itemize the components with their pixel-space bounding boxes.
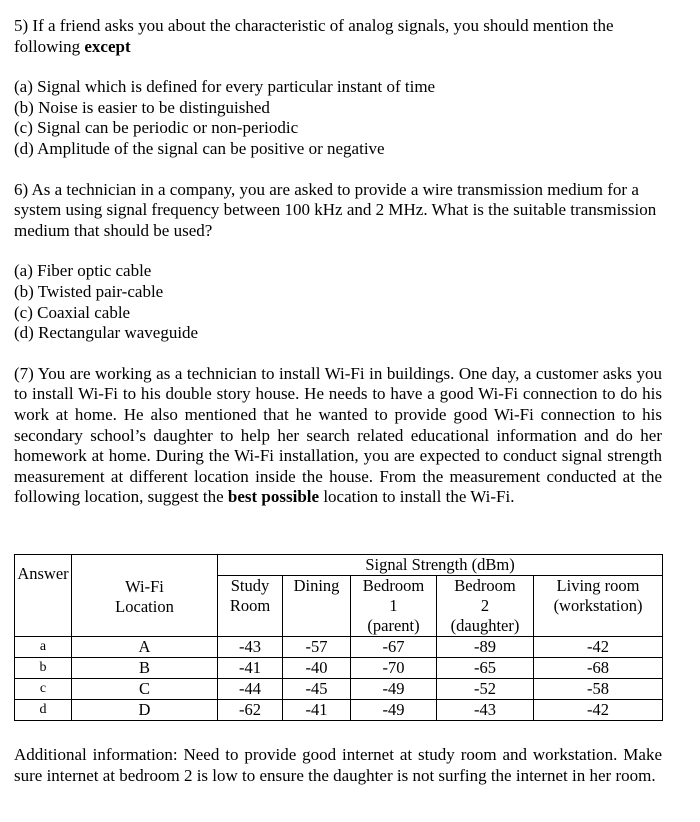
additional-information: Additional information: Need to provide good internet at study room and workstation. Make sure internet at bedroom 2 is low to ensure the daughter is not surfing the internet in her room. [14, 745, 662, 785]
header-dining: Dining [283, 576, 351, 637]
cell-location: A [72, 637, 218, 658]
question-5-option-b: (b) Noise is easier to be distinguished [14, 97, 270, 117]
question-page [14, 16, 662, 508]
cell-study: -43 [218, 637, 283, 658]
cell-dining: -45 [283, 679, 351, 700]
signal-strength-table [14, 554, 663, 721]
question-5-option-a: (a) Signal which is defined for every particular instant of time [14, 77, 436, 97]
question-6-options [14, 261, 662, 343]
cell-location: B [72, 658, 218, 679]
cell-answer: b [15, 658, 72, 679]
cell-bedroom-1: -70 [351, 658, 437, 679]
question-7-text: (7) You are working as a technician to install Wi-Fi in buildings. One day, a customer asks you to install Wi-Fi to his double story house. He needs to have a good Wi-Fi connection to do his work at home. He also mentioned that he wanted to provide good Wi-Fi connection to his secondary school’s daughter to help her search related educational information and do her homework at home. During the Wi-Fi installation, you are expected to conduct signal strength measurement at different location inside the house. From the measurement conducted at the following location, suggest the best possible location to install the Wi-Fi. [14, 363, 662, 507]
question-5-options [14, 77, 662, 159]
question-7-emphasis: best possible [227, 487, 320, 507]
cell-answer: a [15, 637, 72, 658]
cell-answer: d [15, 700, 72, 721]
table-header-row-1 [15, 555, 663, 576]
cell-dining: -40 [283, 658, 351, 679]
header-wifi-location: Wi-Fi Location [72, 555, 218, 637]
header-answer: Answer [15, 555, 72, 637]
cell-bedroom-1: -49 [351, 679, 437, 700]
cell-study: -62 [218, 700, 283, 721]
table-row [15, 658, 663, 679]
header-bedroom-2: Bedroom 2 (daughter) [437, 576, 534, 637]
question-6-option-d: (d) Rectangular waveguide [14, 323, 199, 343]
cell-bedroom-2: -89 [437, 637, 534, 658]
cell-study: -44 [218, 679, 283, 700]
table-row [15, 637, 663, 658]
cell-bedroom-2: -65 [437, 658, 534, 679]
cell-dining: -57 [283, 637, 351, 658]
question-6-option-a: (a) Fiber optic cable [14, 261, 152, 281]
cell-answer: c [15, 679, 72, 700]
question-5-emphasis: except [84, 36, 131, 56]
table-row [15, 679, 663, 700]
cell-location: C [72, 679, 218, 700]
cell-living-room: -58 [534, 679, 663, 700]
question-6-text: 6) As a technician in a company, you are asked to provide a wire transmission medium for a system using signal frequency between 100 kHz and 2 MHz. What is the suitable transmission medium that should be used? [14, 179, 657, 240]
question-6-option-b: (b) Twisted pair-cable [14, 281, 164, 301]
question-5-text: 5) If a friend asks you about the characteristic of analog signals, you should mention the following except [14, 16, 614, 56]
cell-location: D [72, 700, 218, 721]
table-row [15, 700, 663, 721]
cell-dining: -41 [283, 700, 351, 721]
cell-bedroom-2: -43 [437, 700, 534, 721]
header-signal-strength: Signal Strength (dBm) [218, 555, 663, 576]
header-study-room: Study Room [218, 576, 283, 637]
question-6-option-c: (c) Coaxial cable [14, 302, 131, 322]
cell-living-room: -42 [534, 637, 663, 658]
cell-bedroom-2: -52 [437, 679, 534, 700]
question-5-option-d: (d) Amplitude of the signal can be positive or negative [14, 138, 385, 158]
cell-study: -41 [218, 658, 283, 679]
cell-bedroom-1: -67 [351, 637, 437, 658]
header-living-room: Living room (workstation) [534, 576, 663, 637]
header-bedroom-1: Bedroom 1 (parent) [351, 576, 437, 637]
cell-living-room: -68 [534, 658, 663, 679]
cell-bedroom-1: -49 [351, 700, 437, 721]
cell-living-room: -42 [534, 700, 663, 721]
question-5-option-c: (c) Signal can be periodic or non-periodic [14, 118, 299, 138]
